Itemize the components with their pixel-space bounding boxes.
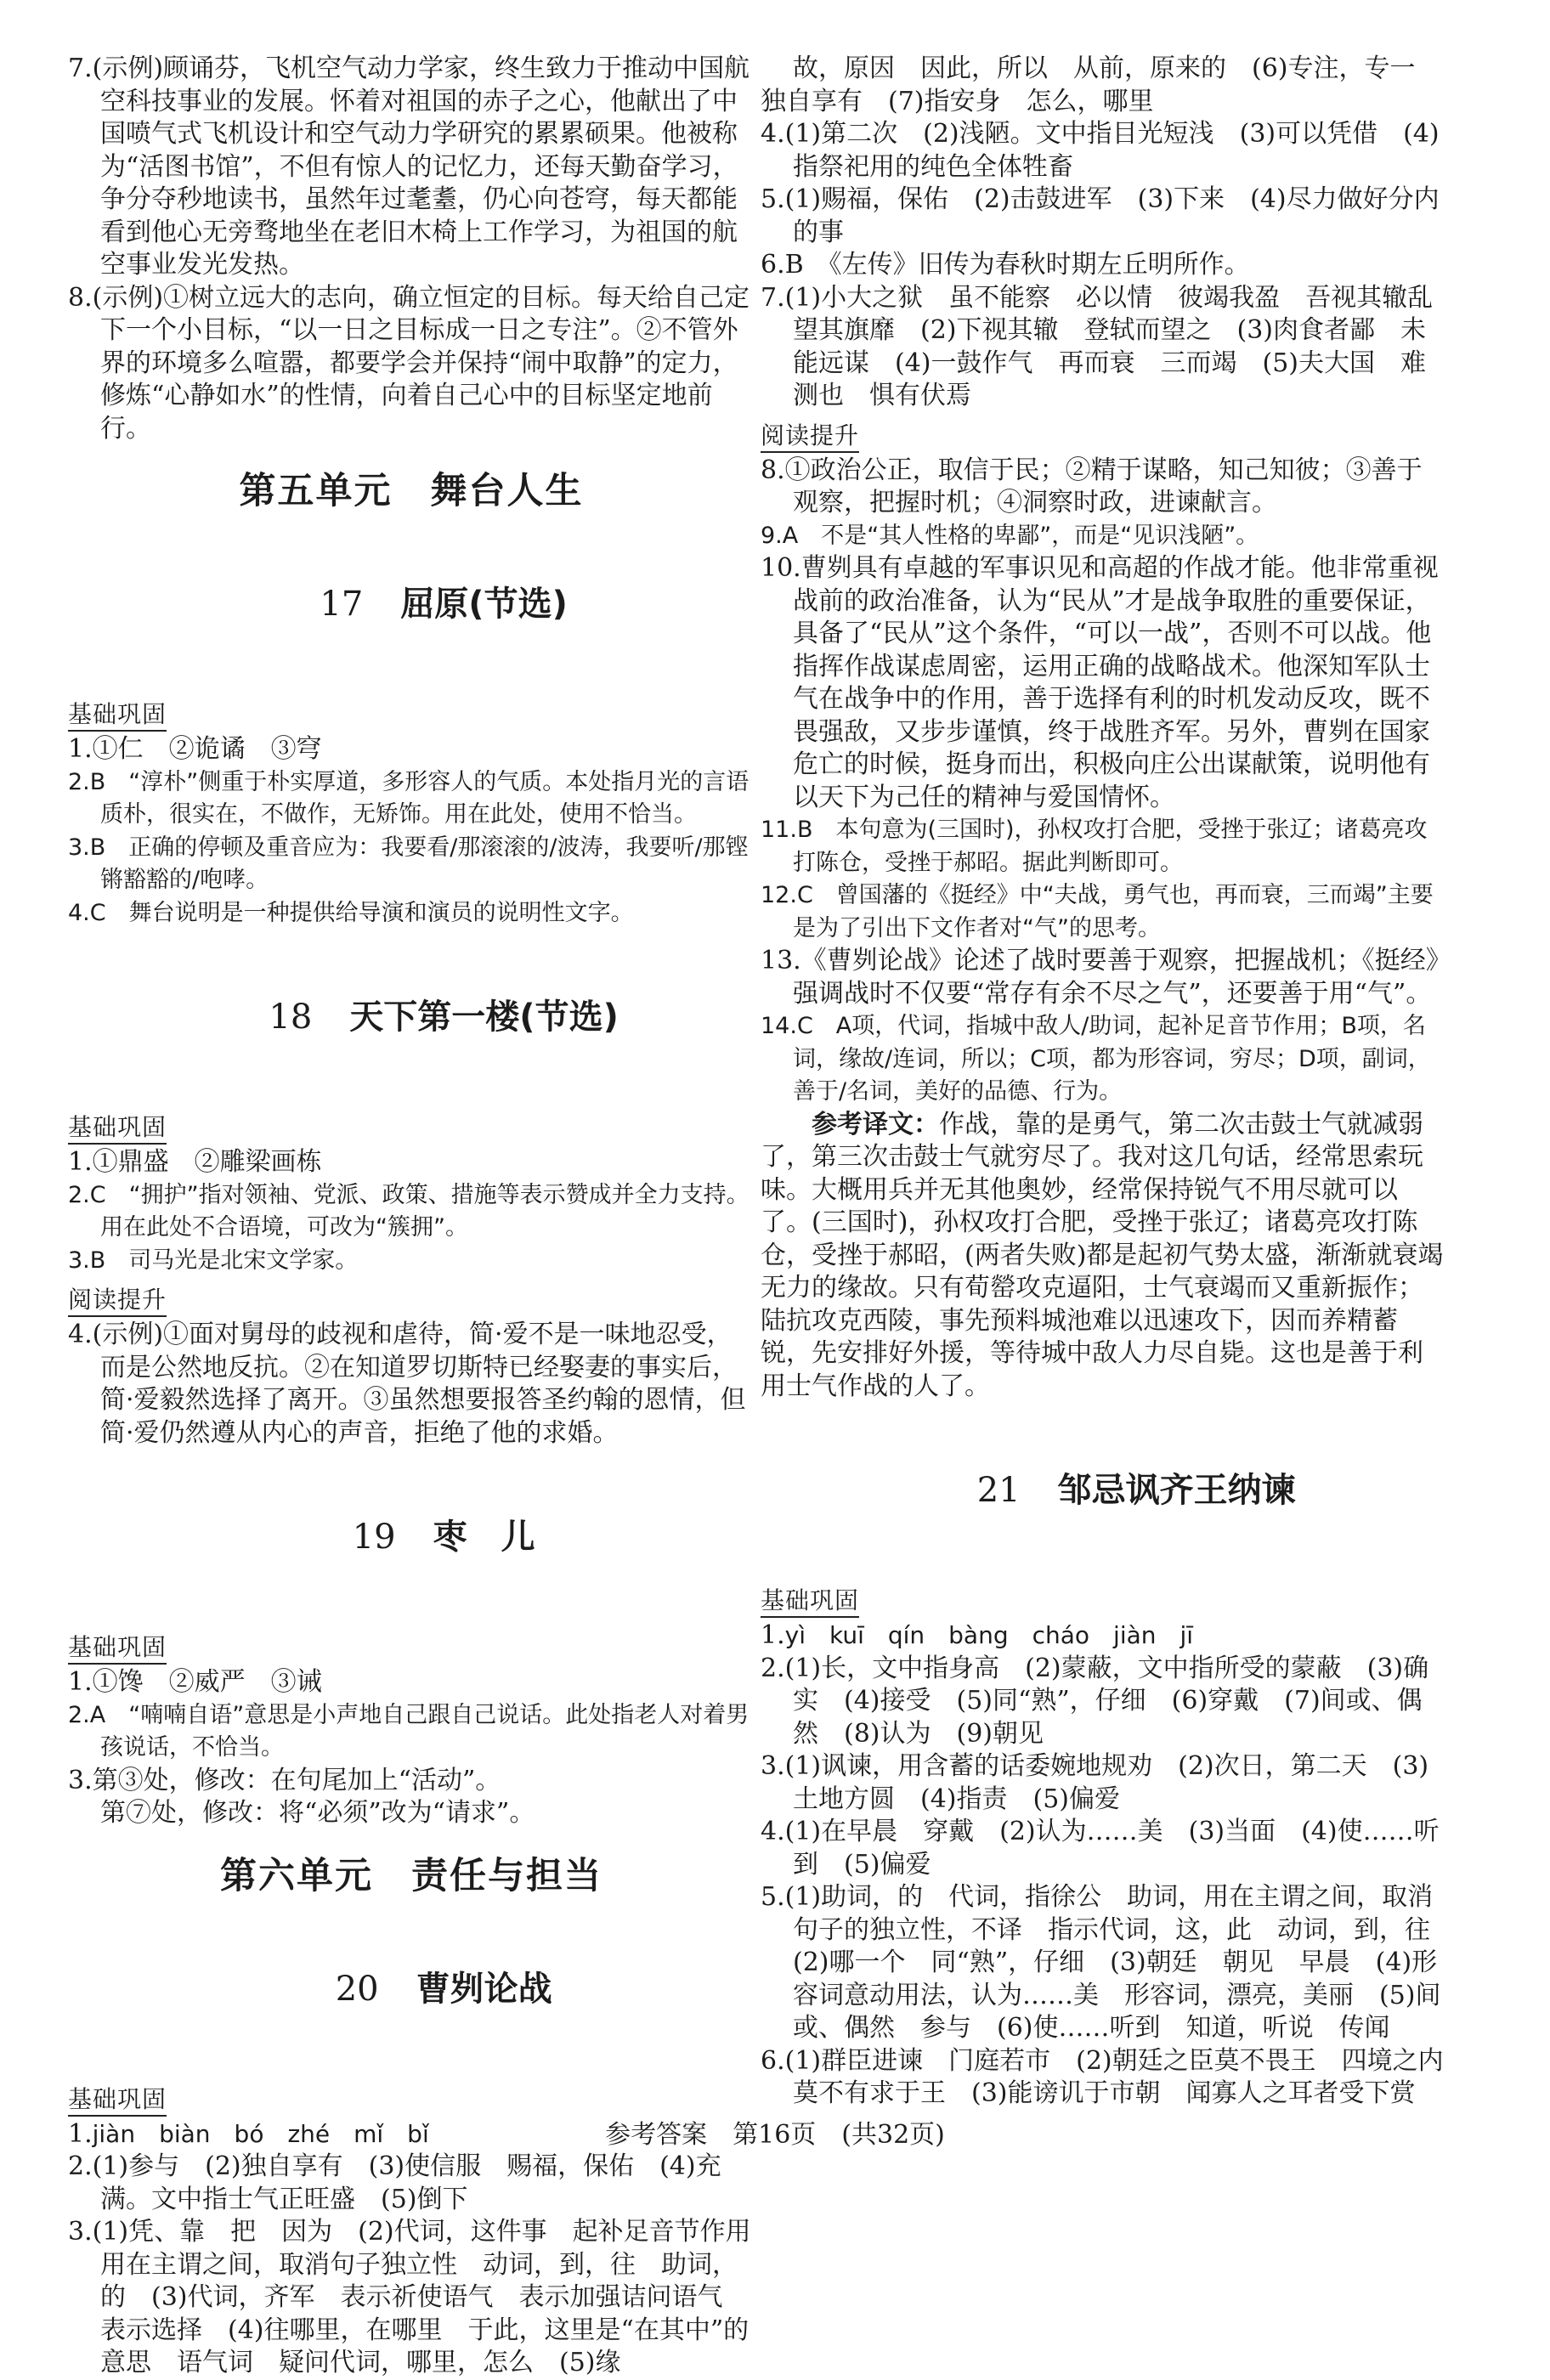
lesson-number: 18 — [269, 998, 313, 1037]
pinyin-answers: jiàn biàn bó zhé mǐ bǐ — [92, 2119, 429, 2148]
l18-answer-3: 3.B 司马光是北宋文学家。 — [68, 1247, 359, 1274]
l20-answer-3: 3.(1)凭、靠 把 因为 (2)代词，这件事 起补足音节作用 用在主谓之间，取消句子独立性 动词，到，往 助词，的 (3)代词，齐军 表示祈使语气 表示加强诘问语气 表示选择 (4)往哪里，在哪里 于此，这里是“在其中”的意思 语气词 疑问代词，哪里，怎么 (5)缘 — [68, 2217, 777, 2377]
l20-answer-13: 13.《曹刿论战》论述了战时要善于观察，把握战机；《挺经》强调战时不仅要“常存有余不尽之气”，还要善于用“气”。 — [761, 946, 1439, 1009]
l19-answer-1: 1.①馋 ②威严 ③诫 — [68, 1667, 322, 1697]
l19-answer-3a: 3.第③处，修改：在句尾加上“活动”。 — [68, 1765, 501, 1795]
answer-8: 8.(示例)①树立远大的志向，确立恒定的目标。每天给自己定下一个小目标，“以一日之目标成一日之专注”。②不管外界的环境多么喧嚣，都要学会并保持“闹中取静”的定力，修炼“心静如水”的性情，向着自己心中的目标坚定地前行。 — [68, 282, 750, 444]
answer-number: 1. — [68, 2118, 93, 2149]
l17-answer-2: 2.B “淳朴”侧重于朴实厚道，多形容人的气质。本处指月光的言语质朴，很实在，不做作，无矫饰。用在此处，使用不恰当。 — [68, 768, 750, 828]
translation-text: 作战，靠的是勇气，第二次击鼓士气就减弱了，第三次击鼓士气就穷尽了。我对这几句话，经常思索玩味。大概用兵并无其他奥妙，经常保持锐气不用尽就可以了。(三国时)，孙权攻打合肥，受挫于张辽；诸葛亮攻打陈仓，受挫于郝昭，(两者失败)都是起初气势太盛，渐渐就衰竭无力的缘故。只有荀罃攻克逼阳，士气衰竭而又重新振作；陆抗攻克西陵，事先预料城池难以迅速攻下，因而养精蓄锐，先安排好外援，等待城中敌人力尽自毙。这也是善于利用士气作战的人了。 — [761, 1109, 1444, 1401]
l20-answer-4: 4.(1)第二次 (2)浅陋。文中指目光短浅 (3)可以凭借 (4)指祭祀用的纯色全体牲畜 — [761, 119, 1440, 182]
lesson-number: 21 — [976, 1471, 1021, 1510]
section-label-basics: 基础巩固 — [68, 700, 167, 732]
l21-answer-3: 3.(1)讽谏，用含蓄的话委婉地规劝 (2)次日，第二天 (3)土地方圆 (4)指责 (5)偏爱 — [761, 1751, 1429, 1814]
lesson-name: 屈原(节选) — [400, 585, 568, 624]
page-footer: 参考答案 第16页 (共32页) — [605, 2120, 945, 2150]
l20-answer-5: 5.(1)赐福，保佑 (2)击鼓进军 (3)下来 (4)尽力做好分内的事 — [761, 184, 1440, 247]
l17-answer-1: 1.①仁 ②诡谲 ③穹 — [68, 734, 322, 764]
section-label-basics: 基础巩固 — [68, 2085, 167, 2117]
l21-answer-2: 2.(1)长，文中指身高 (2)蒙蔽，文中指所受的蒙蔽 (3)确实 (4)接受 (5)同“熟”，仔细 (6)穿戴 (7)间或、偶然 (8)认为 (9)朝见 — [761, 1653, 1429, 1749]
l20-answer-10: 10.曹刿具有卓越的军事识见和高超的作战才能。他非常重视战前的政治准备，认为“民从”才是战争取胜的重要保证，具备了“民从”这个条件，“可以一战”，否则不可以战。他指挥作战谋虑周密，运用正确的战略战术。他深知军队士气在战争中的作用，善于选择有利的时机发动反攻，既不畏强敌，又步步谨慎，终于战胜齐军。另外，曹刿在国家危亡的时候，挺身而出，积极向庄公出谋献策，说明他有以天下为己任的精神与爱国情怀。 — [761, 553, 1439, 812]
l18-answer-2: 2.C “拥护”指对领袖、党派、政策、措施等表示赞成并全力支持。用在此处不合语境，可改为“簇拥”。 — [68, 1181, 750, 1241]
lesson-name: 曹刿论战 — [416, 1969, 552, 2009]
unit-six-title: 第六单元 责任与担当 — [220, 1854, 602, 1897]
section-label-basics: 基础巩固 — [68, 1113, 167, 1145]
answer-number: 1. — [761, 1620, 785, 1650]
answer-7: 7.(示例)顾诵芬，飞机空气动力学家，终生致力于推动中国航空科技事业的发展。怀着对祖国的赤子之心，他献出了中国喷气式飞机设计和空气动力学研究的累累硕果。他被称为“活图书馆”，不但有惊人的记忆力，还每天勤奋学习，争分夺秒地读书，虽然年过耄耋，仍心向苍穹，每天都能看到他心无旁骛地坐在老旧木椅上工作学习，为祖国的航空事业发光发热。 — [68, 54, 750, 280]
l20-answer-2: 2.(1)参与 (2)独自享有 (3)使信服 赐福，保佑 (4)充满。文中指士气正旺盛 (5)倒下 — [68, 2151, 721, 2214]
lesson-21-title — [761, 1422, 1447, 1559]
lesson-name: 天下第一楼(节选) — [349, 998, 619, 1037]
l18-answer-1: 1.①鼎盛 ②雕梁画栋 — [68, 1147, 322, 1177]
lesson-20-title — [68, 1920, 755, 2058]
l20-answer-7: 7.(1)小大之狱 虽不能察 必以情 彼竭我盈 吾视其辙乱 望其旗靡 (2)下视其辙 登轼而望之 (3)肉食者鄙 未能远谋 (4)一鼓作气 再而衰 三而竭 (5)夫大国 难测也 惧有伏焉 — [761, 282, 1459, 410]
section-label-reading: 阅读提升 — [68, 1286, 167, 1317]
l20-answer-3-continued: 故，原因 因此，所以 从前，原来的 (6)专注，专一 独自享有 (7)指安身 怎么，哪里 — [761, 54, 1441, 116]
section-label-reading: 阅读提升 — [761, 421, 859, 453]
l20-answer-9: 9.A 不是“其人性格的卑鄙”，而是“见识浅陋”。 — [761, 522, 1259, 549]
lesson-name: 枣 儿 — [433, 1518, 535, 1557]
pinyin-answers: yì kuī qín bàng cháo jiàn jī — [784, 1621, 1194, 1649]
lesson-number: 20 — [335, 1969, 379, 2009]
l20-answer-14: 14.C A项，代词，指城中敌人/助词，起补足音节作用；B项，名词，缘故/连词，所以；C项，都为形容词，穷尽；D项，副词，善于/名词，美好的品德、行为。 — [761, 1013, 1431, 1105]
section-label-basics: 基础巩固 — [761, 1586, 859, 1618]
lesson-number: 17 — [320, 585, 364, 624]
l17-answer-3: 3.B 正确的停顿及重音应为：我要看/那滚滚的/波涛，我要听/那铿锵豁豁的/咆哮。 — [68, 834, 749, 893]
l21-answer-1 — [761, 1620, 1447, 1653]
lesson-18-title — [68, 948, 755, 1086]
l21-answer-6: 6.(1)群臣进谏 门庭若市 (2)朝廷之臣莫不畏王 四境之内莫不有求于王 (3)能谤讥于市朝 闻寡人之耳者受下赏 — [761, 2045, 1444, 2108]
l20-answer-8: 8.①政治公正，取信于民；②精于谋略，知己知彼；③善于观察，把握时机；④洞察时政，进谏献言。 — [761, 455, 1423, 517]
lesson-name: 邹忌讽齐王纳谏 — [1057, 1471, 1296, 1510]
lesson-19-title — [68, 1468, 755, 1606]
l20-answer-12: 12.C 曾国藩的《挺经》中“夫战，勇气也，再而衰，三而竭”主要是为了引出下文作者对“气”的思考。 — [761, 882, 1434, 941]
l21-answer-5: 5.(1)助词，的 代词，指徐公 助词，用在主谓之间，取消句子的独立性，不译 指示代词，这，此 动词，到，往 (2)哪一个 同“熟”，仔细 (3)朝廷 朝见 早晨 (4)形容词意动用法，认为……美 形容词，漂亮，美丽 (5)间或、偶然 参与 (6)使……听到 知道，听说 传闻 — [761, 1882, 1456, 2043]
translation-label: 参考译文： — [812, 1109, 939, 1139]
l17-answer-4: 4.C 舞台说明是一种提供给导演和演员的说明性文字。 — [68, 899, 634, 926]
section-label-basics: 基础巩固 — [68, 1633, 167, 1665]
reference-translation — [761, 1109, 1447, 1404]
l20-answer-11: 11.B 本句意为(三国时)，孙权攻打合肥，受挫于张辽；诸葛亮攻打陈仓，受挫于郝昭。据此判断即可。 — [761, 817, 1428, 876]
l19-answer-2: 2.A “喃喃自语”意思是小声地自己跟自己说话。此处指老人对着男孩说话，不恰当。 — [68, 1701, 750, 1761]
lesson-17-title — [68, 535, 755, 673]
l18-answer-4: 4.(示例)①面对舅母的歧视和虐待，简·爱不是一味地忍受，而是公然地反抗。②在知道罗切斯特已经娶妻的事实后，简·爱毅然选择了离开。③虽然想要报答圣约翰的恩情，但简·爱仍然遵从内心的声音，拒绝了他的求婚。 — [68, 1320, 746, 1448]
l20-answer-6: 6.B 《左传》旧传为春秋时期左丘明所作。 — [761, 250, 1250, 280]
l21-answer-4: 4.(1)在早晨 穿戴 (2)认为……美 (3)当面 (4)使……听到 (5)偏爱 — [761, 1817, 1440, 1880]
l19-answer-3b: 第⑦处，修改：将“必须”改为“请求”。 — [100, 1798, 535, 1828]
lesson-number: 19 — [352, 1518, 396, 1557]
unit-five-title: 第五单元 舞台人生 — [239, 470, 584, 512]
right-column — [761, 53, 1459, 2111]
